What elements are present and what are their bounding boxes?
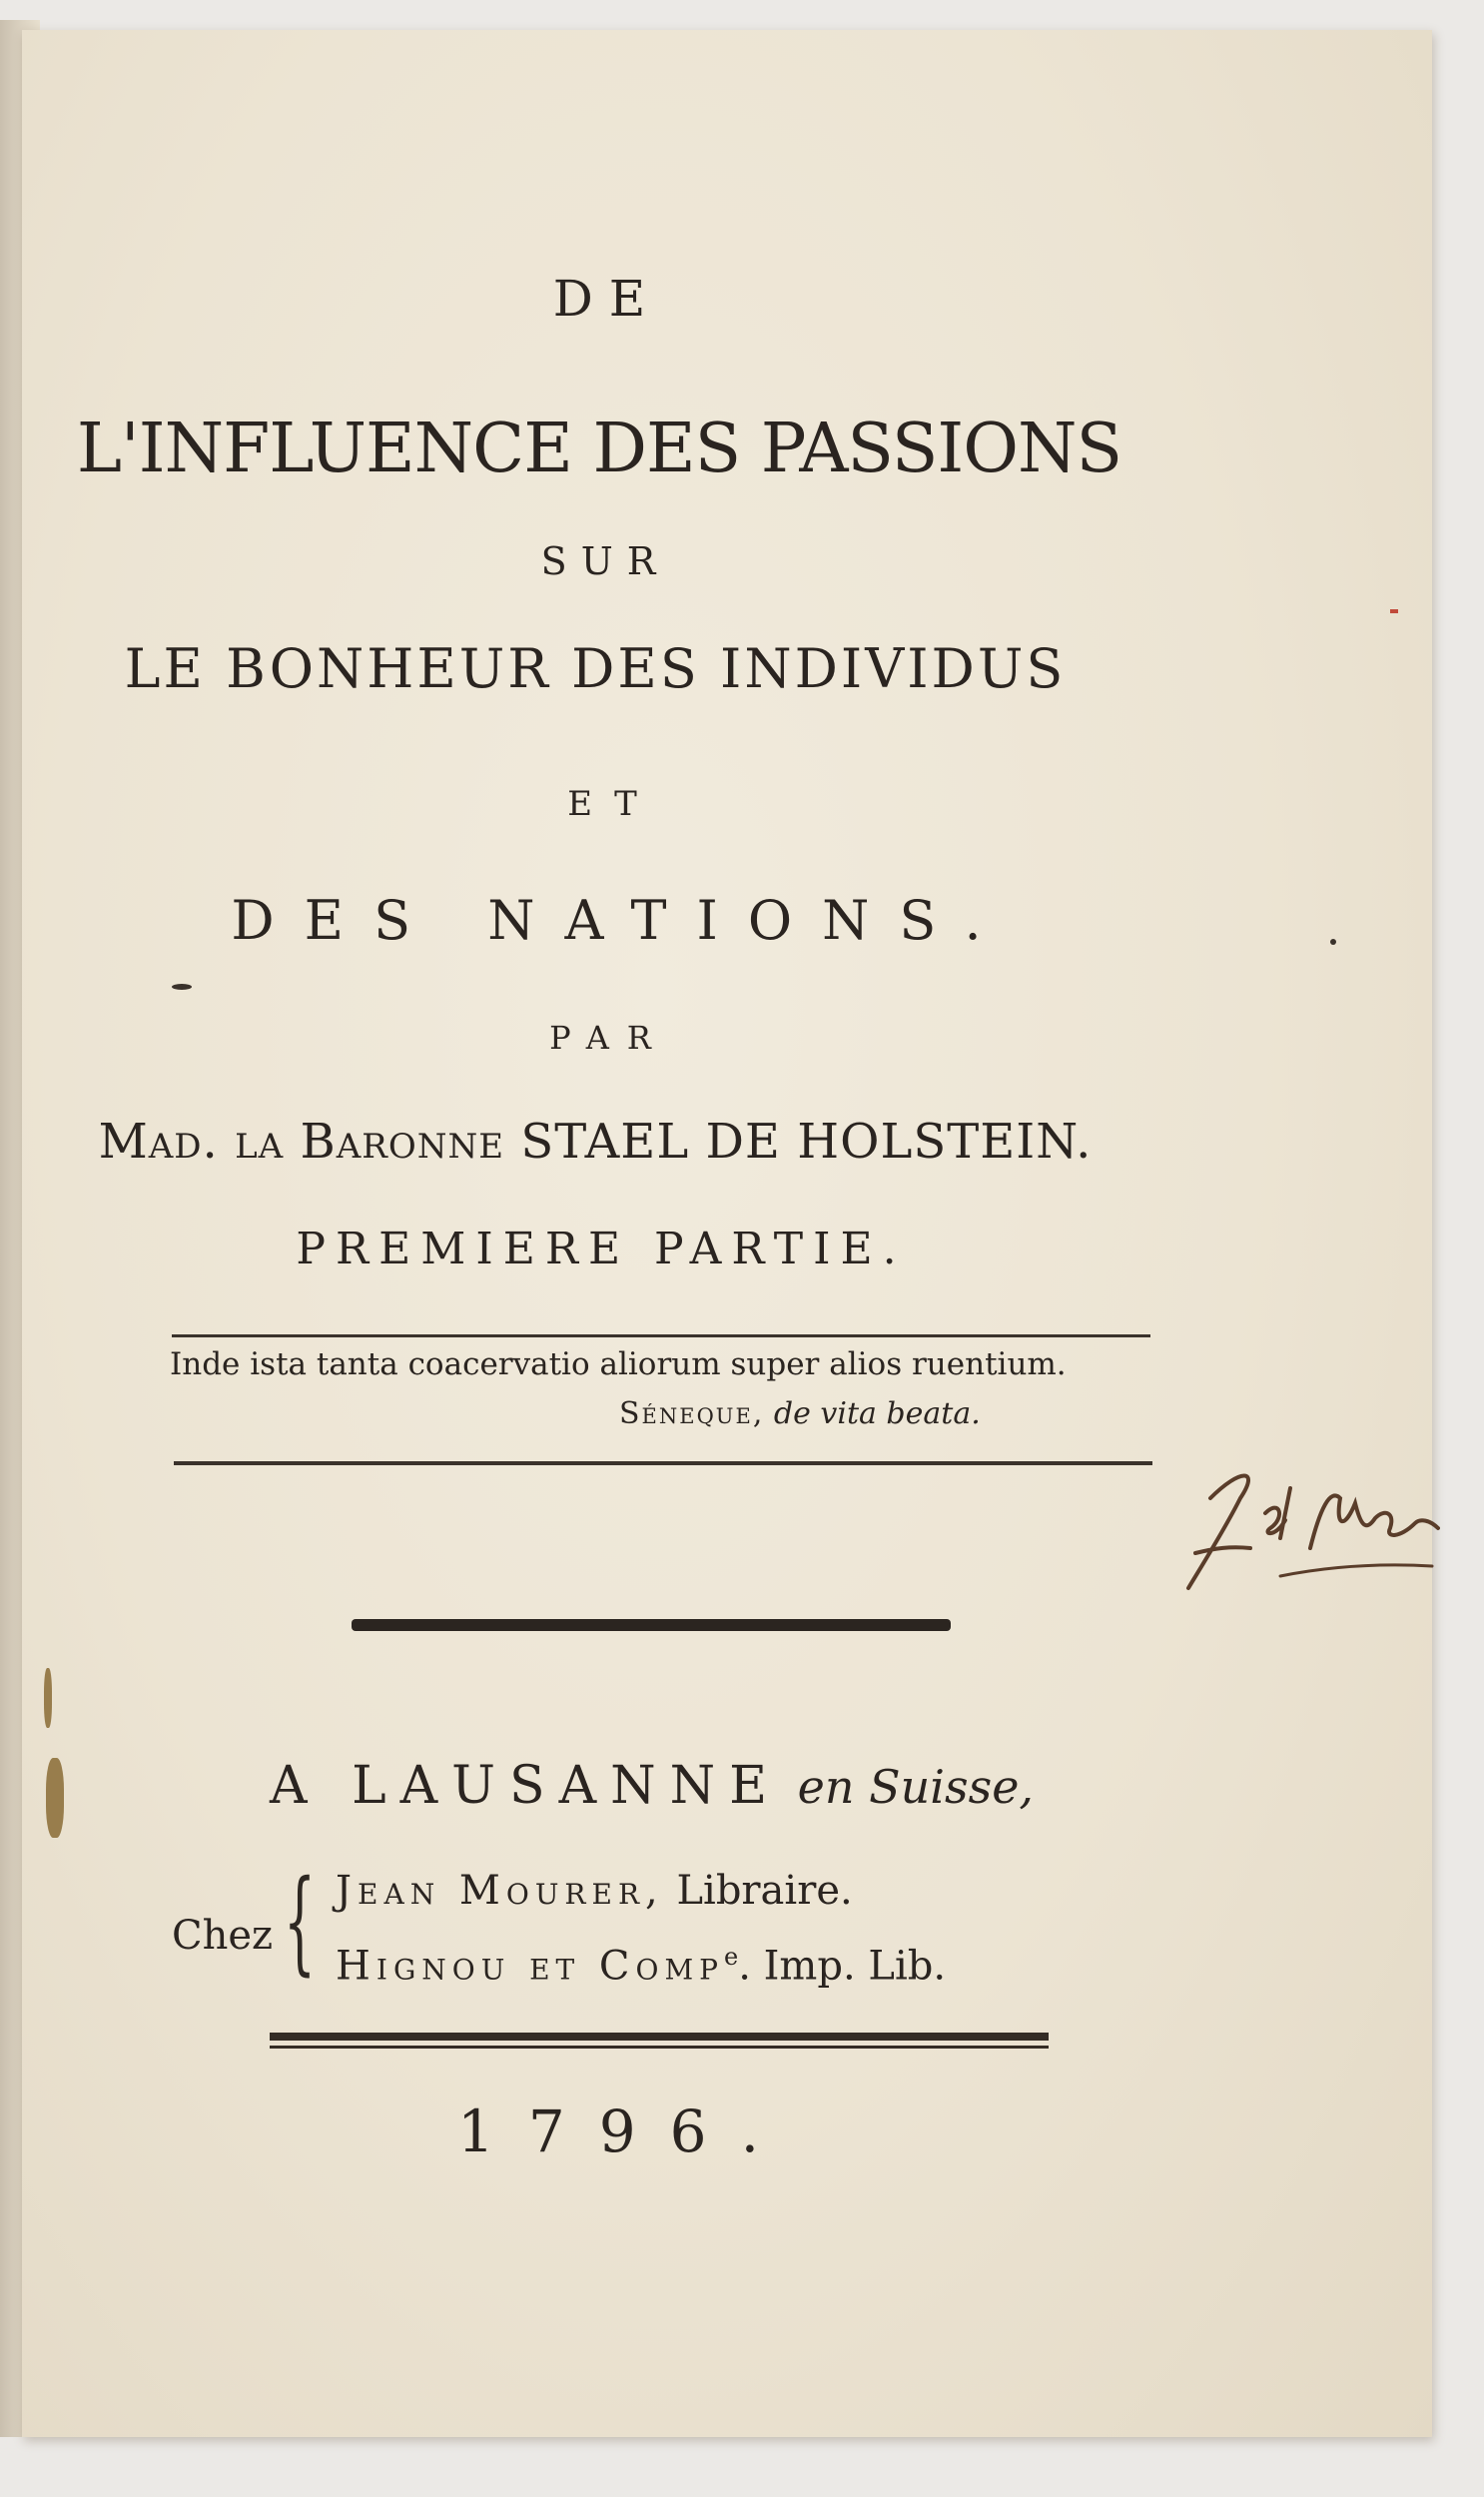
handwritten-signature-icon bbox=[1170, 1458, 1440, 1618]
printer-2-name: Hignou et Comp bbox=[336, 1943, 724, 1990]
thick-divider bbox=[352, 1619, 951, 1631]
printer-2-role: . Imp. Lib. bbox=[738, 1943, 947, 1990]
ink-speck bbox=[1330, 939, 1336, 945]
epigraph-quote: Inde ista tanta coacervatio aliorum super alios ruentium. bbox=[170, 1346, 1067, 1382]
title-line-et: ET bbox=[567, 784, 659, 824]
title-line-de: DE bbox=[552, 270, 662, 328]
main-title: L'INFLUENCE DES PASSIONS bbox=[76, 410, 1122, 488]
title-line-sur: SUR bbox=[540, 539, 670, 583]
imprint-place-city: A LAUSANNE bbox=[270, 1756, 782, 1816]
imprint-rule-thick bbox=[270, 2033, 1049, 2041]
epigraph-bottom-rule bbox=[174, 1461, 1152, 1465]
title-line-par: PAR bbox=[549, 1019, 669, 1057]
title-line-bonheur: LE BONHEUR DES INDIVIDUS bbox=[124, 637, 1067, 700]
page-stain bbox=[46, 1758, 64, 1838]
part-line: PREMIERE PARTIE. bbox=[296, 1224, 907, 1274]
printer-line-2 bbox=[336, 1943, 946, 1989]
imprint-chez: Chez bbox=[172, 1913, 274, 1959]
title-page bbox=[22, 30, 1432, 2437]
imprint-rule-thin bbox=[270, 2046, 1049, 2049]
author-line: Mad. la Baronne STAEL DE HOLSTEIN. bbox=[98, 1114, 1093, 1170]
imprint-place bbox=[270, 1756, 1034, 1816]
brace-glyph: { bbox=[284, 1857, 317, 1987]
ink-speck bbox=[172, 984, 192, 990]
page-stain bbox=[44, 1668, 52, 1728]
printer-1-name: Jean Mourer, bbox=[336, 1868, 664, 1914]
red-mark bbox=[1390, 609, 1398, 613]
epigraph-source bbox=[619, 1396, 981, 1431]
imprint-place-country: en Suisse, bbox=[797, 1760, 1035, 1814]
title-line-nations: DES NATIONS. bbox=[231, 889, 1012, 952]
printer-1-role: Libraire. bbox=[676, 1868, 853, 1914]
epigraph-top-rule bbox=[172, 1334, 1150, 1337]
printer-line-1 bbox=[336, 1868, 853, 1914]
epigraph-source-name: Séneque, bbox=[619, 1396, 765, 1431]
publication-year: 1796. bbox=[456, 2097, 794, 2165]
printer-2-sup: e bbox=[723, 1943, 739, 1971]
epigraph-source-work: de vita beata. bbox=[773, 1396, 981, 1431]
